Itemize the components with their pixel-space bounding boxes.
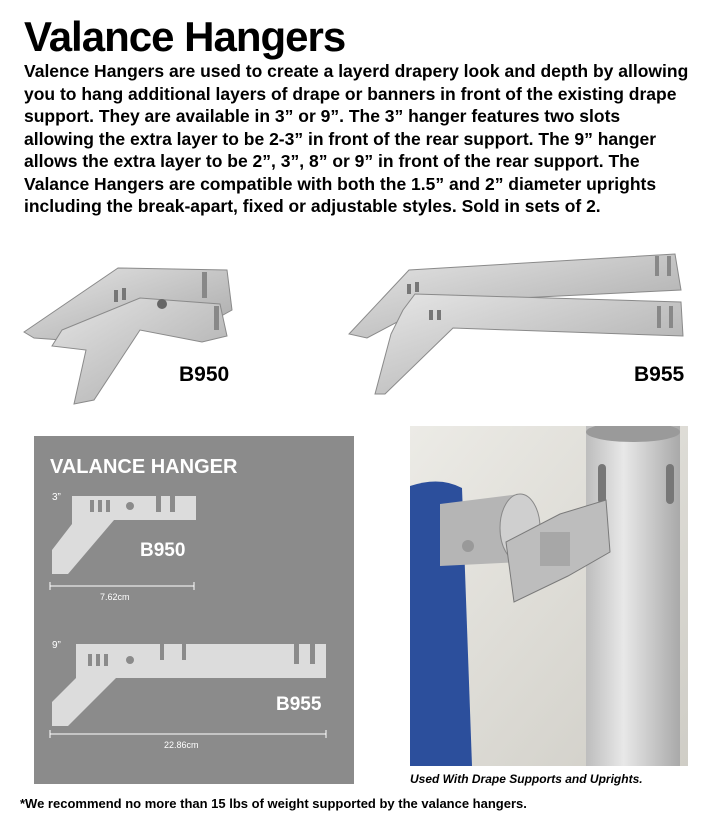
- usage-photo: [410, 426, 688, 766]
- b955-silhouette: [48, 642, 330, 730]
- b950-size-label: 3”: [52, 492, 61, 503]
- b950-silhouette: [48, 494, 198, 579]
- b955-dimension-line: [48, 730, 330, 738]
- b950-length: 7.62cm: [100, 592, 130, 602]
- b955-diagram-code: B955: [276, 694, 322, 715]
- b955-label: B955: [634, 363, 685, 386]
- photo-caption: Used With Drape Supports and Uprights.: [410, 772, 643, 786]
- page-title: Valance Hangers: [24, 13, 346, 60]
- b950-label: B950: [179, 363, 230, 386]
- b955-size-label: 9”: [52, 640, 61, 651]
- weight-footnote: *We recommend no more than 15 lbs of weight supported by the valance hangers.: [20, 796, 527, 811]
- b950-diagram-code: B950: [140, 540, 186, 561]
- product-description: Valence Hangers are used to create a layerd drapery look and depth by allowing you to hang additional layers of drape or banners in front of the existing drape support. They are available in 3” or 9”. The 3” hanger features two slots allowing the extra layer to be 2-3” in front of the rear support. The 9” hanger allows the extra layer to be 2”, 3”, 8” or 9” in front of the rear support. The Valance Hangers are compatible with both the 1.5” and 2” diameter uprights including the break-apart, fixed or adjustable styles. Sold in sets of 2.: [24, 61, 689, 216]
- dimension-diagram: [34, 436, 354, 784]
- b950-dimension-line: [48, 582, 198, 590]
- b955-length: 22.86cm: [164, 740, 199, 750]
- diagram-title: VALANCE HANGER: [50, 456, 238, 478]
